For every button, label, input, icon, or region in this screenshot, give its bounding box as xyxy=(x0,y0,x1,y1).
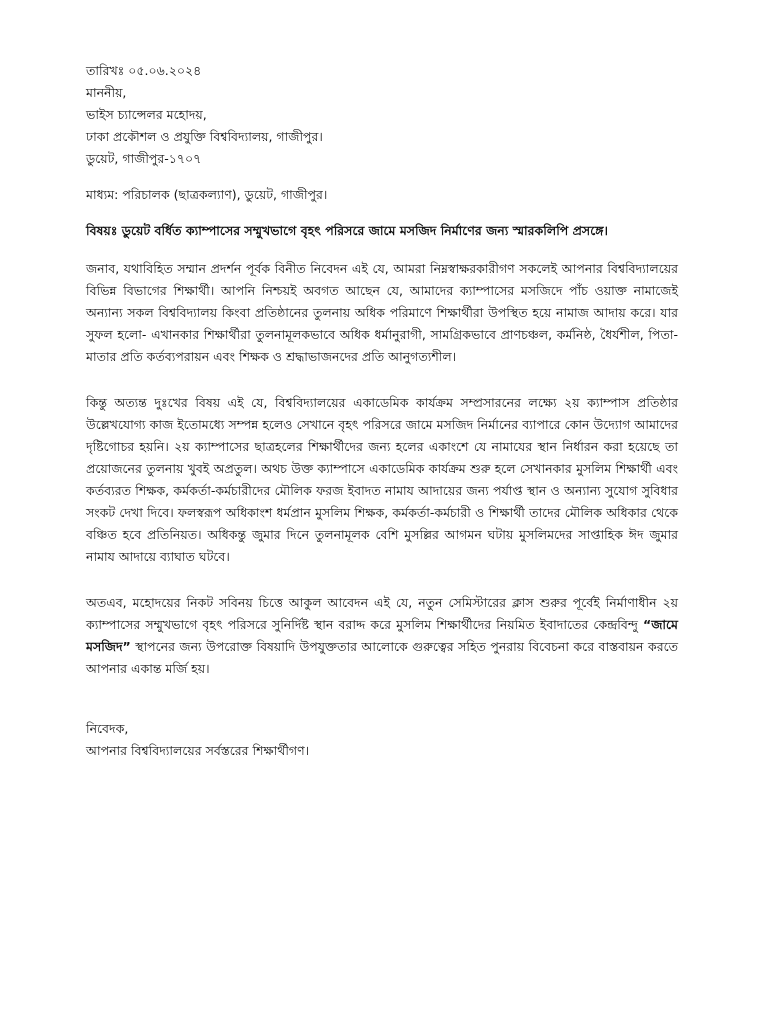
spacer xyxy=(86,368,678,392)
salutation: মাননীয়, xyxy=(86,85,127,100)
recipient-address: ডুয়েট, গাজীপুর-১৭০৭ xyxy=(86,151,202,166)
paragraph-3 xyxy=(86,592,678,680)
recipient-institution: ঢাকা প্রকৌশল ও প্রযুক্তি বিশ্ববিদ্যালয়, গাজীপুর। xyxy=(86,129,323,144)
subject-line: বিষয়ঃ ডুয়েট বর্ধিত ক্যাম্পাসের সম্মুখভাগে বৃহৎ পরিসরে জামে মসজিদ নির্মাণের জন্য স্মারকলিপি প্রসঙ্গে। xyxy=(86,223,608,238)
paragraph-1: জনাব, যথাবিহিত সম্মান প্রদর্শন পূর্বক বিনীত নিবেদন এই যে, আমরা নিম্নস্বাক্ষরকারীগণ সকলেই আপনার বিশ্ববিদ্যালয়ের বিভিন্ন বিভাগের শিক্ষার্থী। আপনি নিশ্চয়ই অবগত আছেন যে, আমাদের ক্যাম্পাসের মসজিদে পাঁচ ওয়াক্ত নামাজেই অন্যান্য সকল বিশ্ববিদ্যালয় কিংবা প্রতিষ্ঠানের তুলনায় অধিক পরিমাণে শিক্ষার্থীরা উপস্থিত হয়ে নামাজ আদায় করে। যার সুফল হলো- এখানকার শিক্ষার্থীরা তুলনামূলকভাবে অধিক ধর্মানুরাগী, সামগ্রিকভাবে প্রাণচঞ্চল, কর্মনিষ্ঠ, ধৈর্যশীল, পিতা-মাতার প্রতি কর্তব্যপরায়ন এবং শিক্ষক ও শ্রদ্ধাভাজনদের প্রতি আনুগত্যশীল। xyxy=(86,261,678,364)
spacer xyxy=(86,704,678,718)
via-line: মাধ্যম: পরিচালক (ছাত্রকল্যাণ), ডুয়েট, গাজীপুর। xyxy=(86,187,328,202)
paragraph-3-text-after: স্থাপনের জন্য উপরোক্ত বিষয়াদি উপযুক্ততার আলোকে গুরুত্বের সহিত পুনরায় বিবেচনা করে বাস্তবায়ন করতে আপনার একান্ত মর্জি হয়। xyxy=(86,639,678,676)
spacer xyxy=(86,170,678,184)
signature-line: আপনার বিশ্ববিদ্যালয়ের সর্বস্তরের শিক্ষার্থীগণ। xyxy=(86,743,310,758)
spacer xyxy=(86,568,678,592)
letter-body xyxy=(86,60,678,762)
spacer xyxy=(86,206,678,220)
paragraph-3-emphasis: “জামে মসজিদ” xyxy=(86,617,678,654)
spacer xyxy=(86,242,678,258)
paragraph-2: কিন্তু অত্যন্ত দুঃখের বিষয় এই যে, বিশ্ববিদ্যালয়ের একাডেমিক কার্যক্রম সম্প্রসারনের লক্ষ্যে ২য় ক্যাম্পাস প্রতিষ্ঠার উল্লেখযোগ্য কাজ ইতোমধ্যে সম্পন্ন হলেও সেখানে বৃহৎ পরিসরে জামে মসজিদ নির্মানের ব্যাপারে কোন উদ্যোগ আমাদের দৃষ্টিগোচর হয়নি। ২য় ক্যাম্পাসের ছাত্রহলের শিক্ষার্থীদের জন্য হলের একাংশে যে নামাযের স্থান নির্ধারন করা হয়েছে তা প্রয়োজনের তুলনায় খুবই অপ্রতুল। অথচ উক্ত ক্যাম্পাসে একাডেমিক কার্যক্রম শুরু হলে সেখানকার মুসলিম শিক্ষার্থী এবং কর্তব্যরত শিক্ষক, কর্মকর্তা-কর্মচারীদের মৌলিক ফরজ ইবাদত নামায আদায়ের জন্য পর্যাপ্ত স্থান ও অন্যান্য সুযোগ সুবিধার সংকট দেখা দিবে। ফলস্বরূপ অধিকাংশ ধর্মপ্রান মুসলিম শিক্ষক, কর্মকর্তা-কর্মচারী ও শিক্ষার্থী তাদের মৌলিক অধিকার থেকে বঞ্চিত হবে প্রতিনিয়ত। অধিকন্তু জুমার দিনে তুলনামূলক বেশি মুসল্লির আগমন ঘটায় মুসলিমদের সাপ্তাহিক ঈদ জুমার নামায আদায়ে ব্যাঘাত ঘটবে। xyxy=(86,395,678,564)
paragraph-3-text-before: অতএব, মহোদয়ের নিকট সবিনয় চিত্তে আকুল আবেদন এই যে, নতুন সেমিস্টারের ক্লাস শুরুর পূর্বেই নির্মাণাধীন ২য় ক্যাম্পাসের সম্মুখভাগে বৃহৎ পরিসরে সুনির্দিষ্ট স্থান বরাদ্দ করে মুসলিম শিক্ষার্থীদের নিয়মিত ইবাদাতের কেন্দ্রবিন্দু xyxy=(86,595,678,632)
spacer xyxy=(86,680,678,704)
letter-date: তারিখঃ ০৫.০৬.২০২৪ xyxy=(86,63,202,78)
recipient-title: ভাইস চ্যান্সেলর মহোদয়, xyxy=(86,107,207,122)
closing-line: নিবেদক, xyxy=(86,721,129,736)
